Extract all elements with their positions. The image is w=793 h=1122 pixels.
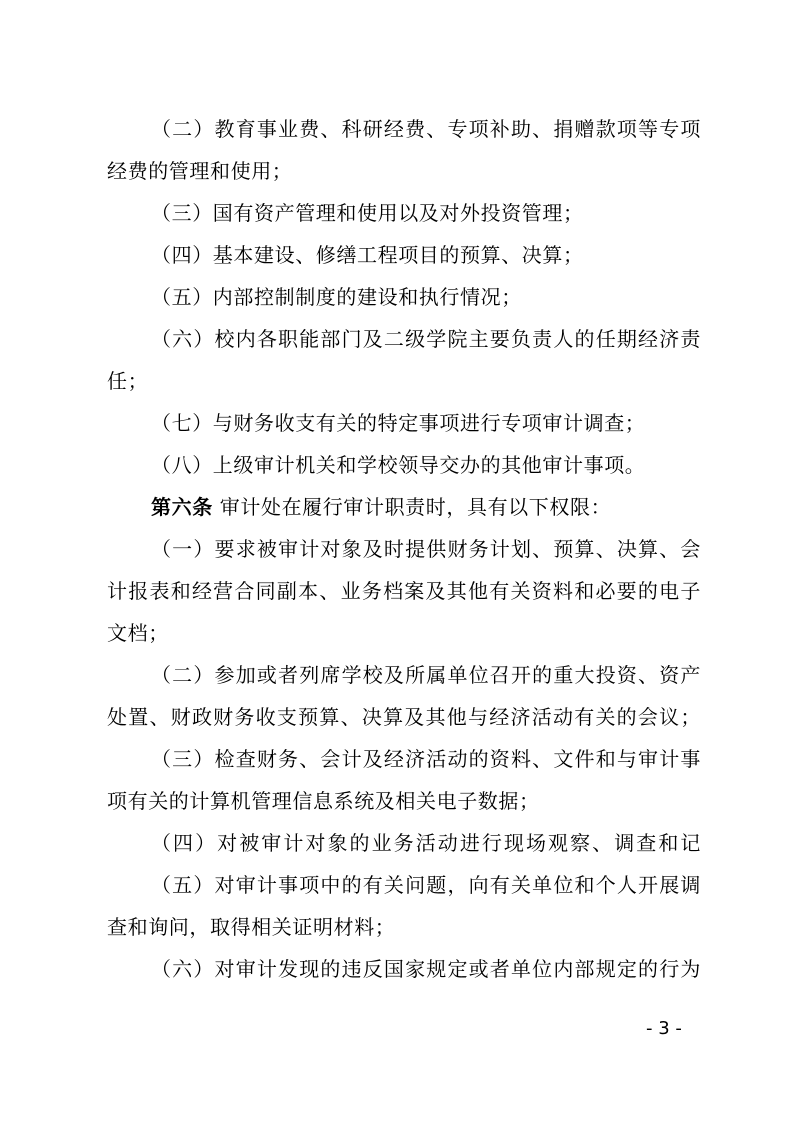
text-line — [107, 402, 701, 444]
text-line — [107, 864, 701, 906]
line-text: （四）对被审计对象的业务活动进行现场观察、调查和记 — [151, 831, 701, 855]
text-line — [107, 948, 701, 990]
line-text: 项有关的计算机管理信息系统及相关电子数据； — [107, 789, 540, 813]
line-text: （五）对审计事项中的有关问题，向有关单位和个人开展调 — [151, 873, 701, 897]
text-line — [107, 780, 701, 822]
line-text: 审计处在履行审计职责时，具有以下权限： — [212, 495, 612, 519]
line-text: （三）国有资产管理和使用以及对外投资管理； — [151, 201, 584, 225]
line-text: （三）检查财务、会计及经济活动的资料、文件和与审计事 — [151, 747, 701, 771]
text-line — [107, 612, 701, 654]
line-text: （五）内部控制制度的建设和执行情况； — [151, 285, 522, 309]
line-text: 计报表和经营合同副本、业务档案及其他有关资料和必要的电子 — [107, 579, 701, 603]
line-text: （八）上级审计机关和学校领导交办的其他审计事项。 — [151, 453, 646, 477]
line-text: （四）基本建设、修缮工程项目的预算、决算； — [151, 243, 584, 267]
text-line — [107, 822, 701, 864]
line-text: 处置、财政财务收支预算、决算及其他与经济活动有关的会议； — [107, 705, 701, 729]
text-line — [107, 906, 701, 948]
line-text: （六）校内各职能部门及二级学院主要负责人的任期经济责 — [151, 327, 701, 351]
text-line — [107, 696, 701, 738]
text-line — [107, 318, 701, 360]
line-text: 经费的管理和使用； — [107, 159, 293, 183]
text-line — [107, 360, 701, 402]
line-text: 任； — [107, 369, 149, 393]
page-number: - 3 - — [646, 1018, 682, 1039]
document-body — [107, 108, 701, 990]
text-line — [107, 192, 701, 234]
text-line — [107, 234, 701, 276]
line-text: （二）教育事业费、科研经费、专项补助、捐赠款项等专项 — [151, 117, 701, 141]
text-line — [107, 108, 701, 150]
text-line — [107, 150, 701, 192]
line-text: 查和询问，取得相关证明材料； — [107, 915, 396, 939]
text-line — [107, 444, 701, 486]
text-line — [107, 276, 701, 318]
line-text: （一）要求被审计对象及时提供财务计划、预算、决算、会 — [151, 537, 701, 561]
line-text: 文档； — [107, 621, 169, 645]
text-line — [107, 486, 701, 528]
article-heading: 第六条 — [151, 495, 213, 519]
text-line — [107, 528, 701, 570]
text-line — [107, 654, 701, 696]
line-text: （二）参加或者列席学校及所属单位召开的重大投资、资产 — [151, 663, 701, 687]
line-text: （六）对审计发现的违反国家规定或者单位内部规定的行为 — [151, 957, 701, 981]
text-line — [107, 738, 701, 780]
line-text: （七）与财务收支有关的特定事项进行专项审计调查； — [151, 411, 646, 435]
text-line — [107, 570, 701, 612]
